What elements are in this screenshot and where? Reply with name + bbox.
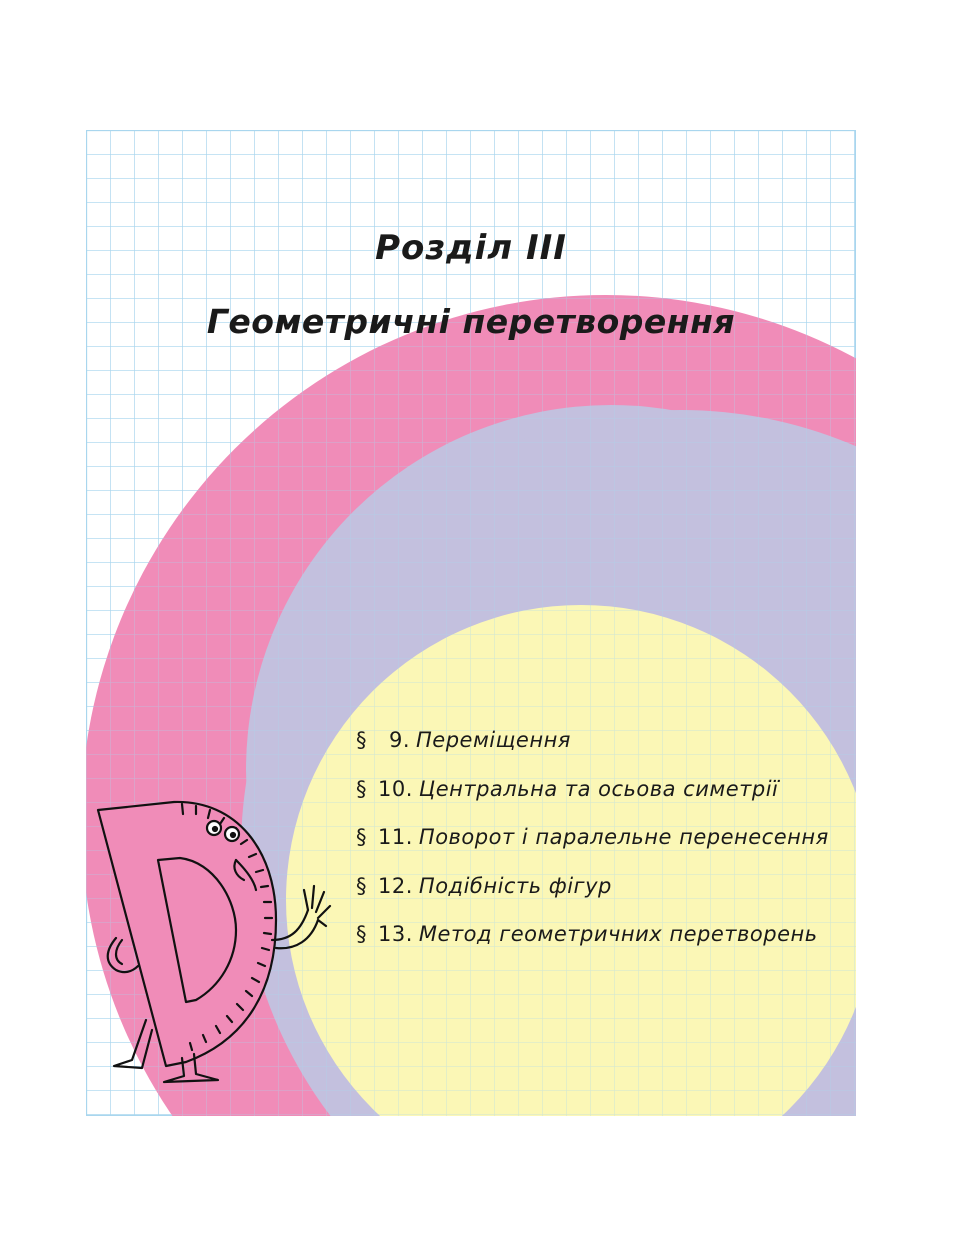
section-symbol: § (356, 825, 367, 849)
section-title: Поворот і паралельне перенесення (418, 825, 829, 849)
toc-item[interactable] (356, 777, 829, 826)
section-title: Подібність фігур (418, 873, 612, 898)
section-title: Центральна та осьова симетрії (418, 776, 779, 801)
section-number: 11. (378, 825, 413, 849)
section-number: 10. (378, 776, 413, 801)
toc-item[interactable] (356, 874, 829, 923)
section-symbol: § (356, 922, 367, 946)
toc-item[interactable] (356, 825, 829, 874)
chapter-number: Розділ III (375, 228, 567, 268)
table-of-contents (356, 728, 829, 971)
section-number: 9. (388, 728, 410, 752)
section-symbol: § (356, 728, 367, 752)
toc-item[interactable] (356, 922, 829, 971)
section-symbol: § (356, 873, 367, 898)
section-title: Переміщення (416, 728, 571, 752)
toc-item[interactable] (356, 728, 829, 777)
section-symbol: § (356, 776, 367, 801)
chapter-cover-panel (86, 130, 856, 1116)
section-title: Метод геометричних перетворень (418, 922, 818, 946)
chapter-title: Геометричні перетворення (206, 302, 736, 341)
section-number: 12. (378, 873, 413, 898)
protractor-mascot-icon (86, 790, 356, 1090)
section-number: 13. (378, 922, 413, 946)
